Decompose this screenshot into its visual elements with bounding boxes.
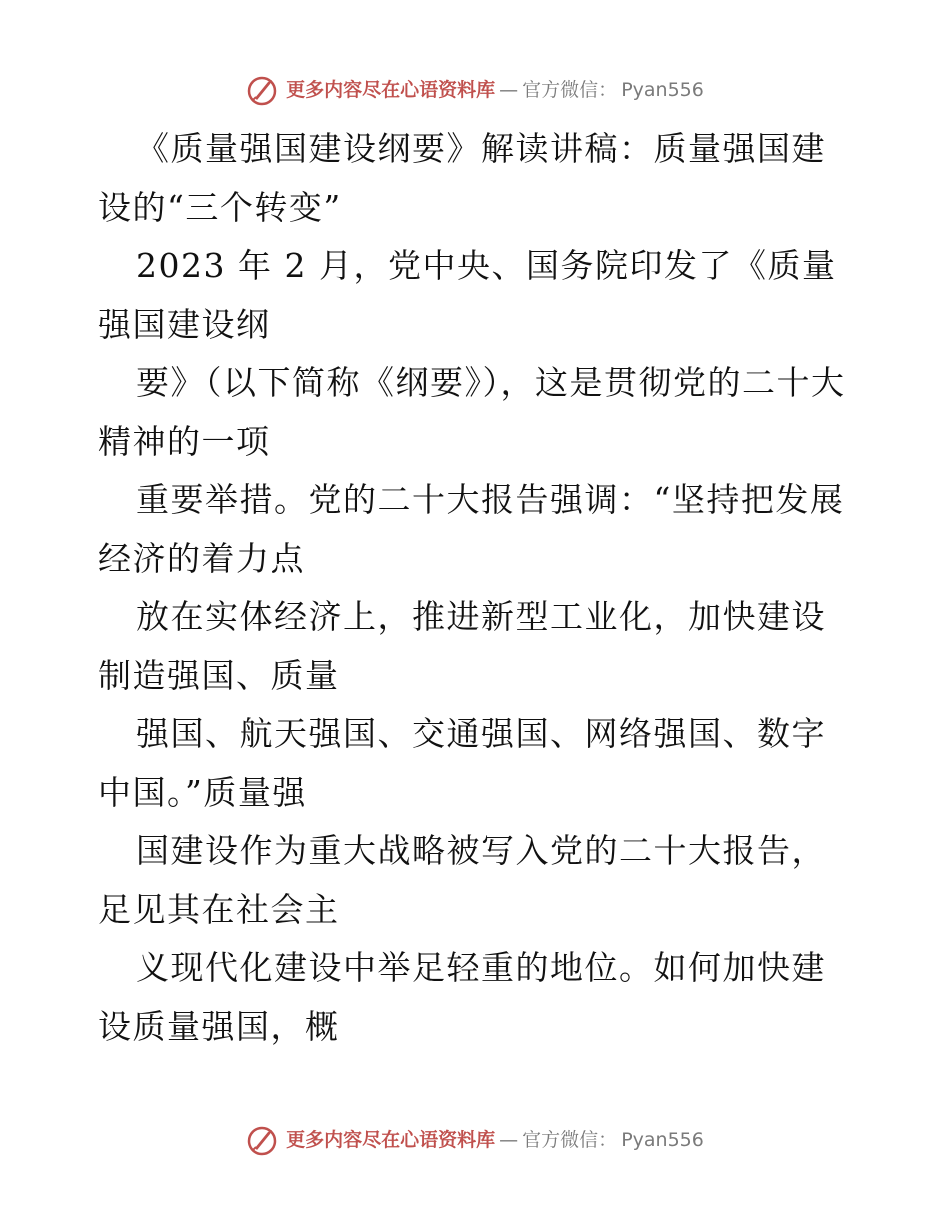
- banner-site-name: 更多内容尽在心语资料库: [286, 79, 496, 101]
- document-title: 《质量强国建设纲要》解读讲稿：质量强国建设的“三个转变”: [98, 129, 826, 227]
- quill-pen-logo-icon: [246, 1124, 278, 1156]
- banner-separator: —: [499, 1129, 519, 1151]
- header-watermark-banner: [0, 74, 950, 106]
- paragraph-line: 要》（以下简称《纲要》），这是贯彻党的二十大精神的一项: [98, 363, 846, 461]
- banner-wechat-id: Pyan556: [621, 1129, 704, 1151]
- paragraph-line: 强国、航天强国、交通强国、网络强国、数字中国。”质量强: [98, 714, 826, 812]
- banner-wechat-label: 官方微信：: [522, 79, 618, 101]
- paragraph-line: 国建设作为重大战略被写入党的二十大报告，足见其在社会主: [98, 831, 826, 929]
- paragraph-line: 2023 年 2 月，党中央、国务院印发了《质量强国建设纲: [98, 246, 837, 344]
- paragraph-line: 放在实体经济上，推进新型工业化，加快建设制造强国、质量: [98, 597, 826, 695]
- paragraph-line: 重要举措。党的二十大报告强调：“坚持把发展经济的着力点: [98, 480, 845, 578]
- footer-watermark-banner: [0, 1124, 950, 1156]
- banner-wechat-id: Pyan556: [621, 79, 704, 101]
- banner-site-name: 更多内容尽在心语资料库: [286, 1129, 496, 1151]
- document-body: [98, 120, 858, 1056]
- banner-separator: —: [499, 79, 519, 101]
- quill-pen-logo-icon: [246, 74, 278, 106]
- paragraph-line: 义现代化建设中举足轻重的地位。如何加快建设质量强国，概: [98, 948, 826, 1046]
- banner-wechat-label: 官方微信：: [522, 1129, 618, 1151]
